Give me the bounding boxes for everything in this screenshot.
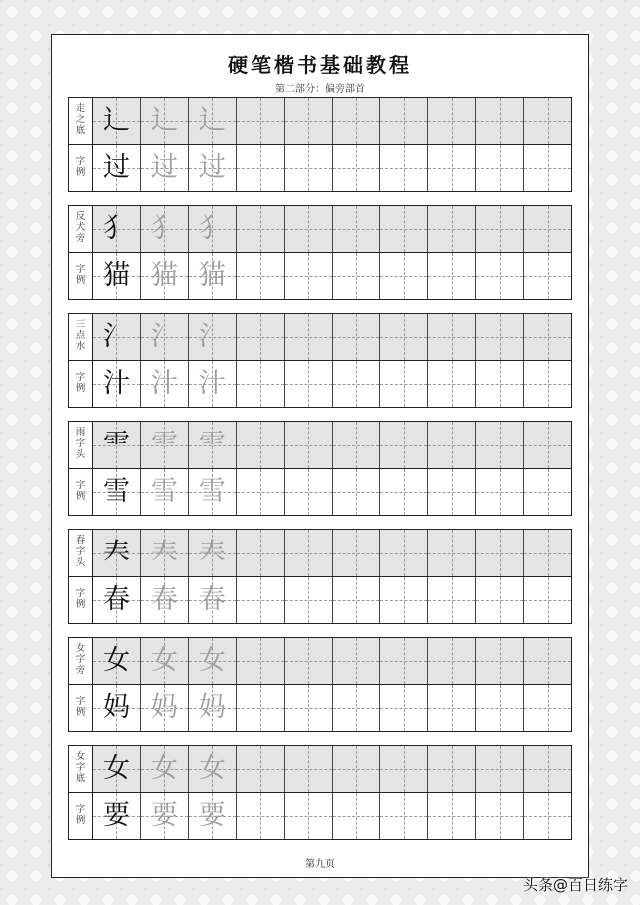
grid-cell xyxy=(93,98,140,144)
model-radical-character: 氵 xyxy=(102,321,130,353)
grid-cell xyxy=(140,206,188,252)
grid-cell xyxy=(284,530,332,576)
trace-example-character: 春 xyxy=(198,584,226,616)
trace-radical-character: 辶 xyxy=(150,105,178,137)
grid-cell xyxy=(236,685,284,732)
block-label-column xyxy=(69,638,93,731)
grid-cell xyxy=(427,685,475,732)
grid-cell xyxy=(379,577,427,624)
grid-cell xyxy=(236,145,284,192)
grid-cell xyxy=(379,98,427,144)
grid-cell xyxy=(332,746,380,792)
grid-cell xyxy=(427,793,475,840)
example-row xyxy=(93,469,571,516)
example-label: 字例 xyxy=(75,803,86,826)
grid-cell xyxy=(188,793,236,840)
trace-example-character: 汁 xyxy=(150,368,178,400)
grid-cell xyxy=(140,422,188,468)
trace-radical-character: 氵 xyxy=(150,321,178,353)
grid-cell xyxy=(379,206,427,252)
grid-cell xyxy=(379,685,427,732)
grid-cell xyxy=(140,577,188,624)
grid-cell xyxy=(140,793,188,840)
practice-block xyxy=(68,421,572,516)
grid-cell xyxy=(93,577,140,624)
trace-radical-character: 氵 xyxy=(198,321,226,353)
example-label-cell xyxy=(69,577,92,624)
radical-name-label-cell xyxy=(69,530,92,577)
block-label-column xyxy=(69,746,93,839)
grid-cell xyxy=(379,253,427,300)
grid-cell xyxy=(427,361,475,408)
grid-cell xyxy=(188,685,236,732)
tian-grid xyxy=(93,206,571,299)
grid-cell xyxy=(523,422,571,468)
trace-radical-character: ⻗ xyxy=(198,429,226,461)
radical-name-label-cell xyxy=(69,746,92,793)
grid-cell xyxy=(188,314,236,360)
model-radical-character: ⻗ xyxy=(102,429,130,461)
radical-name-label: 春字头 xyxy=(75,535,86,569)
grid-cell xyxy=(188,638,236,684)
radical-row xyxy=(93,98,571,145)
trace-radical-character: 犭 xyxy=(150,213,178,245)
grid-cell xyxy=(93,253,140,300)
grid-cell xyxy=(140,469,188,516)
grid-cell xyxy=(475,530,523,576)
grid-cell xyxy=(93,685,140,732)
trace-example-character: 猫 xyxy=(150,260,178,292)
grid-cell xyxy=(427,206,475,252)
grid-cell xyxy=(93,638,140,684)
grid-cell xyxy=(379,746,427,792)
example-label-cell xyxy=(69,469,92,516)
example-label: 字例 xyxy=(75,263,86,286)
grid-cell xyxy=(332,530,380,576)
trace-example-character: 雪 xyxy=(150,476,178,508)
grid-cell xyxy=(332,361,380,408)
tian-grid xyxy=(93,314,571,407)
grid-cell xyxy=(93,145,140,192)
radical-name-label-cell xyxy=(69,314,92,361)
trace-example-character: 过 xyxy=(198,152,226,184)
trace-example-character: 要 xyxy=(198,800,226,832)
grid-cell xyxy=(475,638,523,684)
grid-cell xyxy=(523,361,571,408)
grid-cell xyxy=(93,361,140,408)
trace-radical-character: 𡗗 xyxy=(150,537,178,569)
model-example-character: 猫 xyxy=(102,260,130,292)
trace-example-character: 春 xyxy=(150,584,178,616)
example-label: 字例 xyxy=(75,371,86,394)
radical-row xyxy=(93,422,571,469)
grid-cell xyxy=(93,206,140,252)
radical-row xyxy=(93,530,571,577)
block-label-column xyxy=(69,206,93,299)
grid-cell xyxy=(332,638,380,684)
trace-radical-character: 女 xyxy=(198,753,226,785)
grid-cell xyxy=(475,469,523,516)
model-radical-character: 犭 xyxy=(102,213,130,245)
grid-cell xyxy=(140,314,188,360)
grid-cell xyxy=(236,314,284,360)
grid-cell xyxy=(188,145,236,192)
grid-cell xyxy=(475,793,523,840)
grid-cell xyxy=(140,361,188,408)
grid-cell xyxy=(236,206,284,252)
grid-cell xyxy=(284,638,332,684)
trace-example-character: 汁 xyxy=(198,368,226,400)
grid-cell xyxy=(475,145,523,192)
tian-grid xyxy=(93,98,571,191)
grid-cell xyxy=(236,253,284,300)
grid-cell xyxy=(284,206,332,252)
page-number: 第九页 xyxy=(305,859,335,870)
grid-cell xyxy=(379,145,427,192)
example-row xyxy=(93,145,571,192)
trace-radical-character: 女 xyxy=(150,645,178,677)
grid-cell xyxy=(379,469,427,516)
grid-cell xyxy=(284,361,332,408)
trace-example-character: 过 xyxy=(150,152,178,184)
radical-name-label: 女字旁 xyxy=(75,643,86,677)
radical-row xyxy=(93,206,571,253)
grid-cell xyxy=(475,746,523,792)
grid-cell xyxy=(236,746,284,792)
model-radical-character: 女 xyxy=(102,753,130,785)
grid-cell xyxy=(236,638,284,684)
block-label-column xyxy=(69,98,93,191)
grid-cell xyxy=(93,314,140,360)
example-row xyxy=(93,685,571,732)
grid-cell xyxy=(379,793,427,840)
grid-cell xyxy=(236,98,284,144)
trace-example-character: 妈 xyxy=(198,692,226,724)
grid-cell xyxy=(140,98,188,144)
grid-cell xyxy=(523,469,571,516)
grid-cell xyxy=(284,469,332,516)
grid-cell xyxy=(284,253,332,300)
model-radical-character: 辶 xyxy=(102,105,130,137)
grid-cell xyxy=(379,422,427,468)
radical-name-label-cell xyxy=(69,638,92,685)
model-example-character: 雪 xyxy=(102,476,130,508)
grid-cell xyxy=(140,746,188,792)
radical-name-label-cell xyxy=(69,422,92,469)
practice-block xyxy=(68,745,572,840)
grid-cell xyxy=(475,253,523,300)
trace-example-character: 要 xyxy=(150,800,178,832)
example-label: 字例 xyxy=(75,155,86,178)
practice-block xyxy=(68,529,572,624)
grid-cell xyxy=(475,422,523,468)
grid-cell xyxy=(140,638,188,684)
page-subtitle: 第二部分：偏旁部首 xyxy=(275,84,365,95)
grid-cell xyxy=(332,422,380,468)
grid-cell xyxy=(236,422,284,468)
grid-cell xyxy=(140,685,188,732)
trace-radical-character: 女 xyxy=(150,753,178,785)
grid-cell xyxy=(236,577,284,624)
watermark: 头条@百日练字 xyxy=(522,876,628,894)
example-label-cell xyxy=(69,361,92,408)
grid-cell xyxy=(188,530,236,576)
grid-cell xyxy=(188,253,236,300)
grid-cell xyxy=(284,577,332,624)
tian-grid xyxy=(93,530,571,623)
example-label-cell xyxy=(69,793,92,840)
grid-cell xyxy=(93,469,140,516)
practice-block xyxy=(68,205,572,300)
grid-cell xyxy=(427,98,475,144)
grid-cell xyxy=(188,361,236,408)
grid-cell xyxy=(332,793,380,840)
radical-name-label: 走之底 xyxy=(75,103,86,137)
grid-cell xyxy=(332,685,380,732)
example-row xyxy=(93,577,571,624)
radical-name-label: 女字底 xyxy=(75,751,86,785)
grid-cell xyxy=(523,746,571,792)
grid-cell xyxy=(379,361,427,408)
radical-name-label-cell xyxy=(69,206,92,253)
grid-cell xyxy=(475,577,523,624)
grid-cell xyxy=(284,793,332,840)
radical-name-label: 三点水 xyxy=(75,319,86,353)
grid-cell xyxy=(332,253,380,300)
grid-cell xyxy=(93,746,140,792)
grid-cell xyxy=(427,638,475,684)
example-row xyxy=(93,793,571,840)
grid-cell xyxy=(427,422,475,468)
example-label-cell xyxy=(69,145,92,192)
tian-grid xyxy=(93,746,571,839)
grid-cell xyxy=(236,469,284,516)
trace-radical-character: 𡗗 xyxy=(198,537,226,569)
grid-cell xyxy=(523,253,571,300)
grid-cell xyxy=(284,98,332,144)
grid-cell xyxy=(332,206,380,252)
radical-name-label-cell xyxy=(69,98,92,145)
grid-cell xyxy=(188,98,236,144)
grid-cell xyxy=(427,577,475,624)
grid-cell xyxy=(379,530,427,576)
grid-cell xyxy=(475,98,523,144)
radical-row xyxy=(93,746,571,793)
tian-grid xyxy=(93,638,571,731)
grid-cell xyxy=(523,793,571,840)
grid-cell xyxy=(188,469,236,516)
grid-cell xyxy=(188,577,236,624)
block-label-column xyxy=(69,422,93,515)
radical-row xyxy=(93,638,571,685)
grid-cell xyxy=(332,145,380,192)
grid-cell xyxy=(427,530,475,576)
model-example-character: 妈 xyxy=(102,692,130,724)
grid-cell xyxy=(93,793,140,840)
grid-cell xyxy=(332,577,380,624)
grid-cell xyxy=(427,253,475,300)
grid-cell xyxy=(140,530,188,576)
worksheet-page xyxy=(51,34,589,878)
grid-cell xyxy=(523,638,571,684)
grid-cell xyxy=(188,206,236,252)
grid-cell xyxy=(475,685,523,732)
model-example-character: 春 xyxy=(102,584,130,616)
grid-cell xyxy=(427,145,475,192)
radical-name-label: 雨字头 xyxy=(75,427,86,461)
grid-cell xyxy=(140,253,188,300)
grid-cell xyxy=(379,638,427,684)
grid-cell xyxy=(284,422,332,468)
model-example-character: 过 xyxy=(102,152,130,184)
grid-cell xyxy=(427,746,475,792)
grid-cell xyxy=(523,530,571,576)
grid-cell xyxy=(475,361,523,408)
radical-name-label: 反犬旁 xyxy=(75,211,86,245)
trace-radical-character: ⻗ xyxy=(150,429,178,461)
grid-cell xyxy=(475,206,523,252)
practice-blocks xyxy=(68,97,572,853)
grid-cell xyxy=(379,314,427,360)
grid-cell xyxy=(236,530,284,576)
example-label: 字例 xyxy=(75,479,86,502)
grid-cell xyxy=(284,145,332,192)
trace-radical-character: 犭 xyxy=(198,213,226,245)
grid-cell xyxy=(188,746,236,792)
example-label-cell xyxy=(69,685,92,732)
trace-radical-character: 辶 xyxy=(198,105,226,137)
grid-cell xyxy=(284,685,332,732)
grid-cell xyxy=(427,469,475,516)
block-label-column xyxy=(69,530,93,623)
example-row xyxy=(93,361,571,408)
grid-cell xyxy=(93,530,140,576)
grid-cell xyxy=(523,577,571,624)
grid-cell xyxy=(523,206,571,252)
trace-example-character: 妈 xyxy=(150,692,178,724)
trace-example-character: 猫 xyxy=(198,260,226,292)
grid-cell xyxy=(332,98,380,144)
grid-cell xyxy=(284,314,332,360)
grid-cell xyxy=(332,469,380,516)
grid-cell xyxy=(427,314,475,360)
grid-cell xyxy=(332,314,380,360)
example-label: 字例 xyxy=(75,695,86,718)
model-example-character: 汁 xyxy=(102,368,130,400)
grid-cell xyxy=(475,314,523,360)
grid-cell xyxy=(523,98,571,144)
radical-row xyxy=(93,314,571,361)
grid-cell xyxy=(93,422,140,468)
model-example-character: 要 xyxy=(102,800,130,832)
grid-cell xyxy=(523,145,571,192)
practice-block xyxy=(68,637,572,732)
grid-cell xyxy=(236,793,284,840)
grid-cell xyxy=(523,314,571,360)
example-row xyxy=(93,253,571,300)
practice-block xyxy=(68,313,572,408)
grid-cell xyxy=(284,746,332,792)
model-radical-character: 𡗗 xyxy=(102,537,130,569)
trace-example-character: 雪 xyxy=(198,476,226,508)
example-label: 字例 xyxy=(75,587,86,610)
example-label-cell xyxy=(69,253,92,300)
block-label-column xyxy=(69,314,93,407)
practice-block xyxy=(68,97,572,192)
trace-radical-character: 女 xyxy=(198,645,226,677)
page-title: 硬笔楷书基础教程 xyxy=(228,53,412,77)
grid-cell xyxy=(236,361,284,408)
model-radical-character: 女 xyxy=(102,645,130,677)
grid-cell xyxy=(188,422,236,468)
tian-grid xyxy=(93,422,571,515)
grid-cell xyxy=(523,685,571,732)
grid-cell xyxy=(140,145,188,192)
